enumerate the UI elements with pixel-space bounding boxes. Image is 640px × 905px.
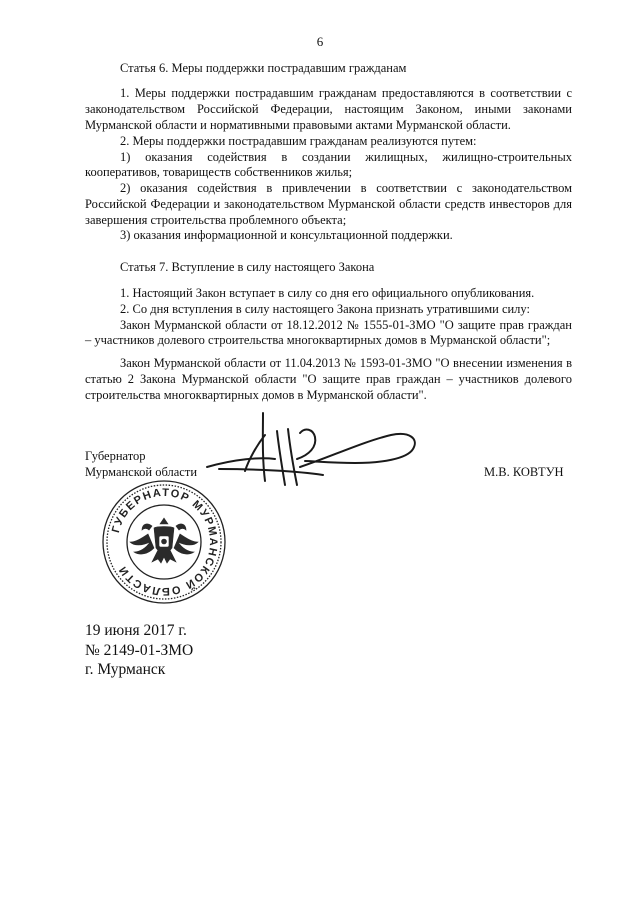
- article6-paragraph-2: 2. Меры поддержки пострадавшим гражданам реализуются путем:: [120, 133, 477, 148]
- article6-paragraph-1: 1. Меры поддержки пострадавшим гражданам предоставляются в соответствии с законодательством Российской Федерации, настоящим Законом, иными законами Мурманской области и нормативными правовыми актами Мурманской области.: [85, 86, 572, 132]
- signatory-position: [85, 449, 197, 481]
- article6-item-3: 3) оказания информационной и консультационной поддержки.: [120, 228, 453, 242]
- article6-item-1: 1) оказания содействия в создании жилищных, жилищно-строительных кооперативов, товариществ собственников жилья;: [85, 149, 572, 180]
- document-footer: [85, 621, 193, 680]
- article7-paragraph-1: 1. Настоящий Закон вступает в силу со дня его официального опубликования.: [120, 286, 535, 300]
- eagle-emblem-icon: [130, 518, 198, 563]
- signatory-name: М.В. КОВТУН: [484, 465, 564, 479]
- signatory-position-line1: Губернатор: [85, 449, 146, 463]
- article7-law-2: Закон Мурманской области от 11.04.2013 № 1593-01-ЗМО "О внесении изменения в статью 2 Закона Мурманской области "О защите прав граждан – участников долевого строительства многоквартирных домов в Мурманской области".: [85, 356, 572, 402]
- article7-title: Статья 7. Вступление в силу настоящего Закона: [120, 260, 375, 274]
- article6-title: Статья 6. Меры поддержки пострадавшим гражданам: [120, 61, 407, 75]
- article7-law-1: Закон Мурманской области от 18.12.2012 № 1555-01-ЗМО "О защите прав граждан – участников долевого строительства многоквартирных домов в Мурманской области";: [85, 317, 572, 348]
- official-seal: [100, 478, 228, 606]
- city: г. Мурманск: [85, 661, 166, 678]
- signing-date: 19 июня 2017 г.: [85, 622, 187, 639]
- article6-item-2: 2) оказания содействия в привлечении в соответствии с законодательством Российской Федерации и законодательством Мурманской области средств инвесторов для завершения строительства проблемного объекта;: [85, 181, 572, 227]
- law-number: № 2149-01-ЗМО: [85, 641, 194, 659]
- page-number: 6: [316, 34, 324, 49]
- article7-paragraph-2: 2. Со дня вступления в силу настоящего Закона признать утратившими силу:: [120, 302, 530, 316]
- seal-ring-text: ГУБЕРНАТОР МУРМАНСКОЙ ОБЛАСТИ: [109, 486, 220, 598]
- signatory-position-line2: Мурманской области: [85, 464, 198, 479]
- handwritten-signature: [205, 405, 440, 495]
